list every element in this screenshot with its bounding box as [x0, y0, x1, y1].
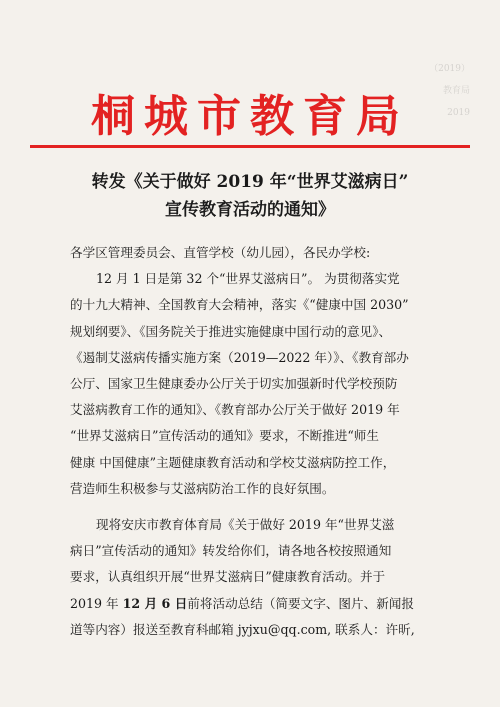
body-line: 现将安庆市教育体育局《关于做好 2019 年“世界艾滋: [96, 517, 395, 533]
body-line-contact: 道等内容）报送至教育科邮箱 jyjxu@qq.com, 联系人：许昕,: [70, 621, 415, 637]
paragraph-gap: [70, 502, 442, 512]
bleed-line: （2019）: [429, 64, 470, 74]
body-line: 艾滋病教育工作的通知》、《教育部办公厅关于做好 2019 年: [70, 402, 400, 418]
paragraph-2: [70, 512, 442, 643]
body-line: 规划纲要》、《国务院关于推进实施健康中国行动的意见》、: [70, 323, 392, 339]
title-line-2: 宣传教育活动的通知》: [165, 200, 335, 220]
body-line-with-date: [70, 591, 442, 617]
body-line: 《遏制艾滋病传播实施方案（2019—2022 年）》、《教育部办: [70, 349, 409, 365]
bleed-line: 教育局: [442, 86, 470, 96]
document-title: [60, 168, 440, 224]
body-line: 营造师生积极参与艾滋病防治工作的良好氛围。: [70, 480, 335, 496]
body-line: 12 月 1 日是第 32 个“世界艾滋病日”。 为贯彻落实党: [96, 271, 400, 287]
body-line: 健康 中国健康”主题健康教育活动和学校艾滋病防控工作，: [70, 454, 396, 470]
deadline-date: 12 月 6 日: [122, 595, 188, 611]
document-body: [70, 240, 442, 643]
body-line: 要求，认真组织开展“世界艾滋病日”健康教育活动。并于: [70, 569, 386, 585]
paragraph-1: [70, 266, 442, 502]
body-line: 的十九大精神、全国教育大会精神，落实《“健康中国 2030”: [70, 297, 409, 313]
title-line-1: 转发《关于做好 2019 年“世界艾滋病日”: [91, 172, 409, 192]
date-suffix: 前将活动总结（简要文字、图片、新闻报: [187, 595, 414, 611]
bleed-line: 2019: [447, 108, 470, 118]
letterhead-red-rule: [30, 145, 470, 148]
body-line: “世界艾滋病日”宣传活动的通知》要求，不断推进“师生: [70, 428, 379, 444]
date-prefix: 2019 年: [70, 595, 123, 611]
salutation: 各学区管理委员会、直管学校（幼儿园），各民办学校:: [70, 245, 371, 260]
body-line: 公厅、国家卫生健康委办公厅关于切实加强新时代学校预防: [70, 376, 398, 392]
body-line: 病日”宣传活动的通知》转发给你们，请各地各校按照通知: [70, 543, 392, 559]
letterhead-org-name: 桐城市教育局: [91, 91, 409, 142]
